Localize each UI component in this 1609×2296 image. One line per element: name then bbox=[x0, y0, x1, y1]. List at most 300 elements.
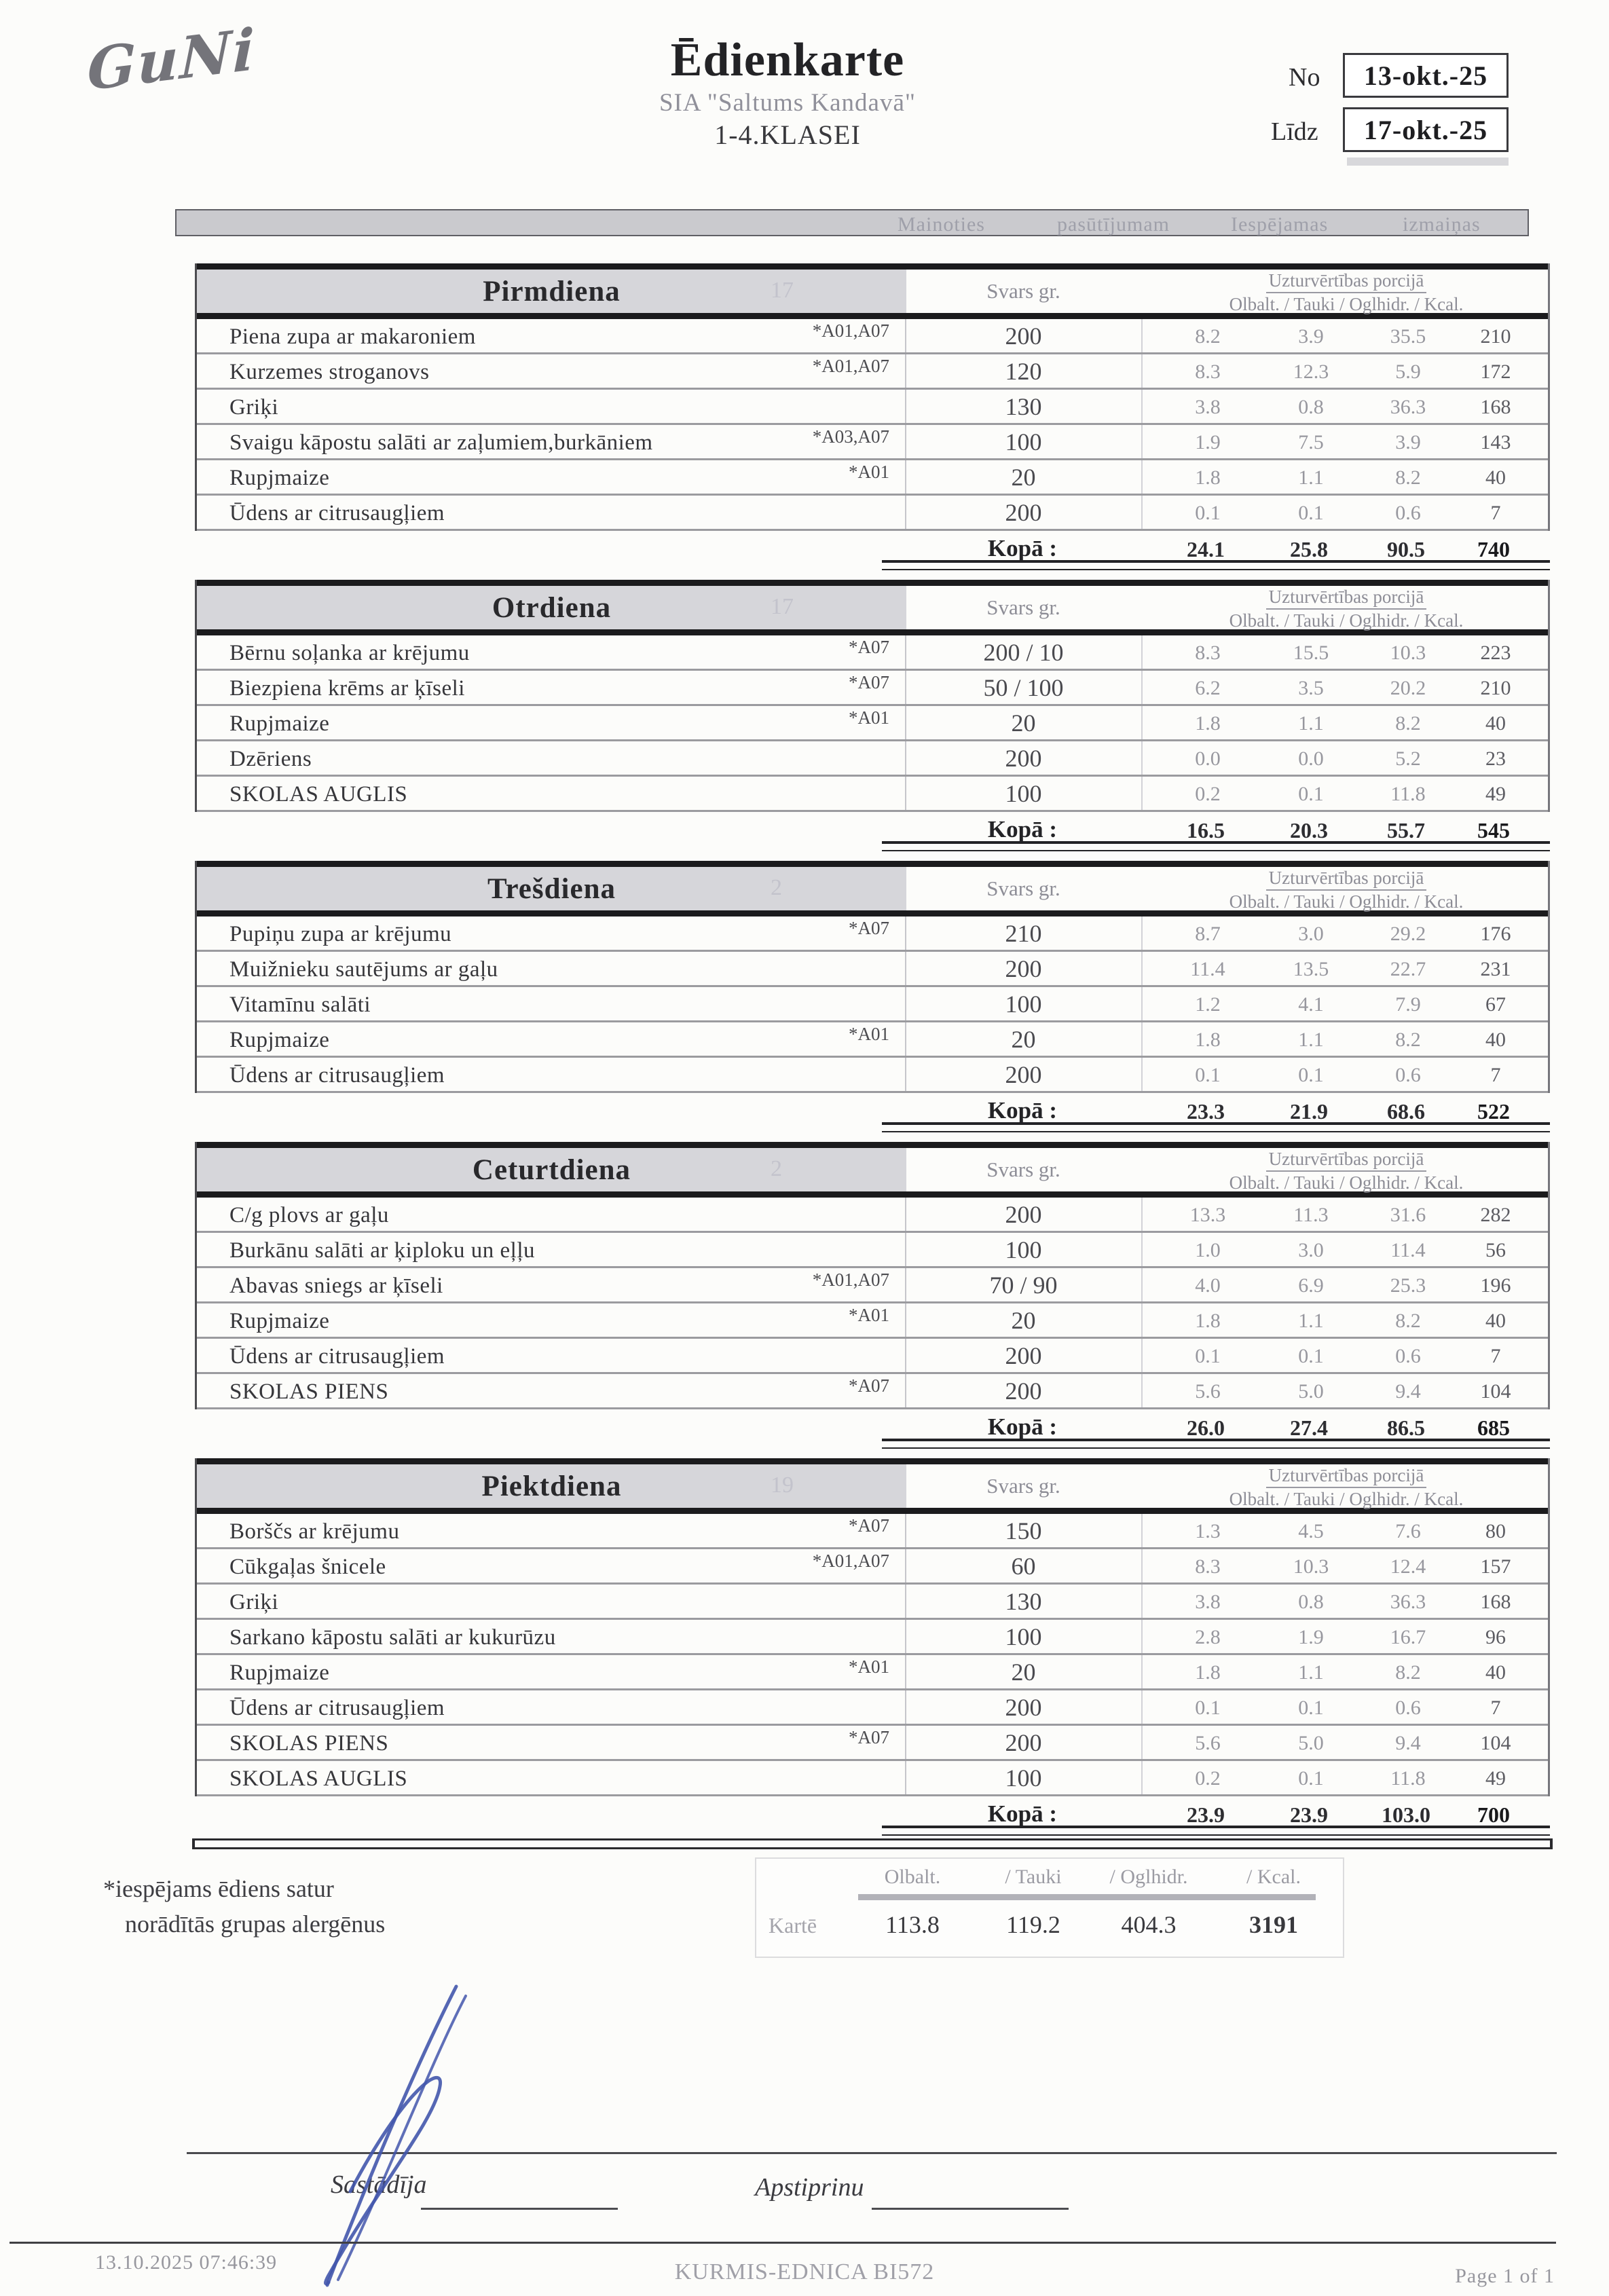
menu-row bbox=[197, 1761, 1548, 1796]
portion-weight: 50 / 100 bbox=[983, 674, 1064, 701]
weight-column-header: Svars gr. bbox=[986, 1158, 1060, 1181]
day-faint-mark: 2 bbox=[771, 875, 782, 900]
day-header-band bbox=[197, 586, 906, 629]
dish-name: Rupjmaize bbox=[229, 1028, 330, 1052]
protein-value: 3.8 bbox=[1195, 1591, 1221, 1613]
dish-name: Griķi bbox=[229, 1590, 279, 1614]
nutrition-column-header bbox=[1141, 270, 1552, 313]
protein-value: 1.3 bbox=[1195, 1520, 1221, 1542]
protein-value: 0.2 bbox=[1195, 783, 1221, 805]
dish-name: Rupjmaize bbox=[229, 1309, 330, 1333]
date-to-value: 17-okt.-25 bbox=[1343, 107, 1509, 152]
weight-column-header: Svars gr. bbox=[986, 876, 1060, 900]
dish-name: SKOLAS AUGLIS bbox=[229, 1766, 408, 1791]
fat-value: 1.1 bbox=[1298, 1310, 1324, 1332]
carb-value: 8.2 bbox=[1395, 1029, 1421, 1051]
weekly-summary-box bbox=[755, 1857, 1344, 1958]
nutrition-column-header bbox=[1141, 1148, 1552, 1191]
dish-name: Biezpiena krēms ar ķīseli bbox=[229, 676, 465, 701]
total-protein: 16.5 bbox=[1187, 818, 1225, 843]
allergen-code: *A07 bbox=[849, 637, 889, 657]
carb-value: 25.3 bbox=[1390, 1274, 1426, 1297]
day-table-frame bbox=[195, 1458, 1550, 1796]
fat-value: 3.9 bbox=[1298, 325, 1324, 348]
dish-name: Rupjmaize bbox=[229, 1661, 330, 1685]
date-box-shadow bbox=[1347, 158, 1509, 166]
protein-value: 1.0 bbox=[1195, 1239, 1221, 1261]
total-carb: 103.0 bbox=[1382, 1802, 1430, 1827]
total-label: Kopā : bbox=[987, 1800, 1057, 1827]
fat-value: 0.1 bbox=[1298, 1064, 1324, 1086]
allergen-code: *A07 bbox=[849, 1515, 889, 1536]
protein-value: 4.0 bbox=[1195, 1274, 1221, 1297]
kcal-value: 56 bbox=[1485, 1239, 1506, 1261]
carb-value: 8.2 bbox=[1395, 712, 1421, 735]
allergen-code: *A01 bbox=[849, 1024, 889, 1044]
day-header-row bbox=[197, 1458, 1548, 1514]
day-name: Pirmdiena bbox=[483, 275, 621, 308]
fat-value: 0.1 bbox=[1298, 502, 1324, 524]
menu-row bbox=[197, 916, 1548, 952]
summary-header-fat: / Tauki bbox=[1005, 1866, 1062, 1888]
summary-carb-total: 404.3 bbox=[1121, 1911, 1177, 1938]
composed-by-label: Sastādīja bbox=[331, 2170, 427, 2199]
fat-value: 12.3 bbox=[1293, 360, 1329, 383]
day-table-frame bbox=[195, 861, 1550, 1093]
total-fat: 27.4 bbox=[1290, 1415, 1328, 1440]
portion-weight: 200 bbox=[1005, 1729, 1042, 1756]
portion-weight: 20 bbox=[1011, 709, 1036, 737]
kcal-value: 223 bbox=[1480, 642, 1511, 664]
fat-value: 3.0 bbox=[1298, 923, 1324, 945]
summary-divider bbox=[858, 1894, 1316, 1900]
dish-name: Ūdens ar citrusaugļiem bbox=[229, 501, 445, 525]
day-header-row bbox=[197, 861, 1548, 916]
protein-value: 0.1 bbox=[1195, 1345, 1221, 1367]
nutrition-column-header bbox=[1141, 1464, 1552, 1508]
menu-row bbox=[197, 1726, 1548, 1761]
fat-value: 7.5 bbox=[1298, 431, 1324, 453]
total-kcal: 700 bbox=[1477, 1802, 1510, 1827]
carb-value: 9.4 bbox=[1395, 1380, 1421, 1403]
dish-name: Sarkano kāpostu salāti ar kukurūzu bbox=[229, 1625, 556, 1650]
total-carb: 68.6 bbox=[1387, 1099, 1425, 1124]
menu-row bbox=[197, 1655, 1548, 1690]
protein-value: 0.1 bbox=[1195, 1064, 1221, 1086]
protein-value: 1.8 bbox=[1195, 1310, 1221, 1332]
portion-weight: 130 bbox=[1005, 1588, 1042, 1615]
day-header-row bbox=[197, 263, 1548, 319]
carb-value: 7.6 bbox=[1395, 1520, 1421, 1542]
date-to-label: Līdz bbox=[1271, 117, 1318, 146]
day-section bbox=[195, 580, 1550, 851]
summary-fat-total: 119.2 bbox=[1006, 1911, 1060, 1938]
menu-row bbox=[197, 1303, 1548, 1339]
menu-row bbox=[197, 1374, 1548, 1409]
protein-value: 5.6 bbox=[1195, 1380, 1221, 1403]
kcal-value: 210 bbox=[1480, 677, 1511, 699]
day-total-row bbox=[195, 1093, 1550, 1132]
summary-protein-total: 113.8 bbox=[885, 1911, 940, 1938]
system-id: KURMIS-EDNICA BI572 bbox=[674, 2259, 935, 2284]
dish-name: Ūdens ar citrusaugļiem bbox=[229, 1696, 445, 1720]
day-total-row bbox=[195, 812, 1550, 851]
menu-row bbox=[197, 1514, 1548, 1549]
allergen-code: *A01 bbox=[849, 1305, 889, 1325]
summary-row-label: Kartē bbox=[769, 1913, 817, 1938]
fat-value: 3.5 bbox=[1298, 677, 1324, 699]
total-kcal: 522 bbox=[1477, 1099, 1510, 1124]
portion-weight: 200 bbox=[1005, 322, 1042, 350]
protein-value: 5.6 bbox=[1195, 1732, 1221, 1754]
carb-value: 0.6 bbox=[1395, 502, 1421, 524]
nutrition-column-header bbox=[1141, 586, 1552, 629]
menu-row bbox=[197, 1268, 1548, 1303]
protein-value: 1.8 bbox=[1195, 712, 1221, 735]
fat-value: 0.0 bbox=[1298, 747, 1324, 770]
protein-value: 0.2 bbox=[1195, 1767, 1221, 1790]
portion-weight: 70 / 90 bbox=[989, 1272, 1058, 1299]
protein-value: 2.8 bbox=[1195, 1626, 1221, 1648]
fat-value: 4.1 bbox=[1298, 993, 1324, 1016]
date-from-label: No bbox=[1289, 63, 1320, 92]
day-name: Otrdiena bbox=[492, 591, 612, 624]
allergen-code: *A07 bbox=[849, 918, 889, 938]
dish-name: Burkānu salāti ar ķiploku un eļļu bbox=[229, 1238, 535, 1263]
total-protein: 23.9 bbox=[1187, 1802, 1225, 1827]
nutrition-header-title: Uzturvērtības porcijā bbox=[1266, 868, 1427, 891]
allergen-note-line2: norādītās grupas alergēnus bbox=[125, 1910, 386, 1938]
carb-value: 5.2 bbox=[1395, 747, 1421, 770]
fat-value: 1.1 bbox=[1298, 1029, 1324, 1051]
day-section bbox=[195, 263, 1550, 570]
fat-value: 5.0 bbox=[1298, 1380, 1324, 1403]
portion-weight: 200 bbox=[1005, 1694, 1042, 1721]
total-underline bbox=[882, 841, 1550, 851]
fat-value: 0.1 bbox=[1298, 1345, 1324, 1367]
portion-weight: 200 bbox=[1005, 1377, 1042, 1405]
protein-value: 0.0 bbox=[1195, 747, 1221, 770]
menu-row bbox=[197, 741, 1548, 777]
day-header-band bbox=[197, 1464, 906, 1508]
total-carb: 55.7 bbox=[1387, 818, 1425, 843]
portion-weight: 20 bbox=[1011, 464, 1036, 491]
weekly-menu bbox=[195, 263, 1550, 1845]
protein-value: 8.2 bbox=[1195, 325, 1221, 348]
protein-value: 1.8 bbox=[1195, 1661, 1221, 1684]
total-fat: 21.9 bbox=[1290, 1099, 1328, 1124]
total-label: Kopā : bbox=[987, 816, 1057, 843]
dish-name: C/g plovs ar gaļu bbox=[229, 1203, 389, 1227]
dish-name: Piena zupa ar makaroniem bbox=[229, 325, 476, 349]
protein-value: 8.3 bbox=[1195, 642, 1221, 664]
carb-value: 16.7 bbox=[1390, 1626, 1426, 1648]
menu-row bbox=[197, 1585, 1548, 1620]
day-faint-mark: 2 bbox=[771, 1156, 782, 1181]
allergen-code: *A01,A07 bbox=[812, 320, 889, 341]
notice-strip bbox=[175, 209, 1529, 236]
footer-rule bbox=[10, 2242, 1556, 2244]
kcal-value: 168 bbox=[1480, 1591, 1511, 1613]
notice-word: Mainoties bbox=[898, 213, 985, 236]
menu-row bbox=[197, 319, 1548, 354]
portion-weight: 100 bbox=[1005, 1764, 1042, 1792]
nutrition-header-columns: Olbalt. / Tauki / Oglhidr. / Kcal. bbox=[1229, 293, 1464, 314]
day-header-band bbox=[197, 867, 906, 910]
day-rows bbox=[197, 1198, 1548, 1409]
day-total-row bbox=[195, 531, 1550, 570]
dish-name: Svaigu kāpostu salāti ar zaļumiem,burkāniem bbox=[229, 430, 653, 455]
dish-name: Vitamīnu salāti bbox=[229, 993, 371, 1017]
allergen-code: *A03,A07 bbox=[812, 426, 889, 447]
dish-name: Abavas sniegs ar ķīseli bbox=[229, 1274, 443, 1298]
protein-value: 8.7 bbox=[1195, 923, 1221, 945]
menu-row bbox=[197, 354, 1548, 390]
portion-weight: 100 bbox=[1005, 1236, 1042, 1263]
nutrition-header-columns: Olbalt. / Tauki / Oglhidr. / Kcal. bbox=[1229, 1172, 1464, 1193]
fat-value: 1.1 bbox=[1298, 712, 1324, 735]
kcal-value: 143 bbox=[1480, 431, 1511, 453]
dish-name: Cūkgaļas šnicele bbox=[229, 1555, 386, 1579]
day-name: Trešdiena bbox=[487, 872, 616, 905]
protein-value: 0.1 bbox=[1195, 502, 1221, 524]
kcal-value: 67 bbox=[1485, 993, 1506, 1016]
dish-name: Rupjmaize bbox=[229, 466, 330, 490]
nutrition-header-title: Uzturvērtības porcijā bbox=[1266, 1149, 1427, 1172]
total-carb: 90.5 bbox=[1387, 537, 1425, 561]
carb-value: 36.3 bbox=[1390, 396, 1426, 418]
menu-row bbox=[197, 952, 1548, 987]
dish-name: Ūdens ar citrusaugļiem bbox=[229, 1344, 445, 1369]
fat-value: 1.1 bbox=[1298, 466, 1324, 489]
portion-weight: 200 / 10 bbox=[983, 639, 1064, 666]
portion-weight: 200 bbox=[1005, 745, 1042, 772]
total-underline bbox=[882, 1439, 1550, 1449]
total-protein: 26.0 bbox=[1187, 1415, 1225, 1440]
kcal-value: 157 bbox=[1480, 1555, 1511, 1578]
dish-name: Griķi bbox=[229, 395, 279, 420]
portion-weight: 200 bbox=[1005, 499, 1042, 526]
day-total-row bbox=[195, 1409, 1550, 1449]
day-section bbox=[195, 1142, 1550, 1449]
allergen-code: *A07 bbox=[849, 1727, 889, 1747]
kcal-value: 168 bbox=[1480, 396, 1511, 418]
carb-value: 11.8 bbox=[1390, 1767, 1426, 1790]
allergen-note bbox=[103, 1871, 385, 1942]
kcal-value: 49 bbox=[1485, 1767, 1506, 1790]
day-header-row bbox=[197, 1142, 1548, 1198]
total-kcal: 685 bbox=[1477, 1415, 1510, 1440]
carb-value: 7.9 bbox=[1395, 993, 1421, 1016]
total-fat: 23.9 bbox=[1290, 1802, 1328, 1827]
kcal-value: 40 bbox=[1485, 712, 1506, 735]
day-rows bbox=[197, 319, 1548, 531]
fat-value: 10.3 bbox=[1293, 1555, 1329, 1578]
menu-row bbox=[197, 390, 1548, 425]
portion-weight: 20 bbox=[1011, 1026, 1036, 1053]
kcal-value: 196 bbox=[1480, 1274, 1511, 1297]
kcal-value: 210 bbox=[1480, 325, 1511, 348]
menu-row bbox=[197, 1549, 1548, 1585]
dish-name: SKOLAS PIENS bbox=[229, 1380, 389, 1404]
kcal-value: 40 bbox=[1485, 466, 1506, 489]
fat-value: 15.5 bbox=[1293, 642, 1329, 664]
menu-row bbox=[197, 1690, 1548, 1726]
protein-value: 1.9 bbox=[1195, 431, 1221, 453]
carb-value: 0.6 bbox=[1395, 1697, 1421, 1719]
allergen-code: *A01 bbox=[849, 462, 889, 482]
kcal-value: 104 bbox=[1480, 1732, 1511, 1754]
kcal-value: 23 bbox=[1485, 747, 1506, 770]
dish-name: SKOLAS AUGLIS bbox=[229, 782, 408, 807]
carb-value: 9.4 bbox=[1395, 1732, 1421, 1754]
total-label: Kopā : bbox=[987, 535, 1057, 561]
dish-name: Borščs ar krējumu bbox=[229, 1519, 400, 1544]
fat-value: 1.9 bbox=[1298, 1626, 1324, 1648]
day-header-band bbox=[197, 1148, 906, 1191]
dish-name: Dzēriens bbox=[229, 747, 312, 771]
dish-name: Muižnieku sautējums ar gaļu bbox=[229, 957, 498, 982]
total-protein: 24.1 bbox=[1187, 537, 1225, 561]
table-closing-rule bbox=[192, 1838, 1553, 1849]
allergen-code: *A01,A07 bbox=[812, 1270, 889, 1290]
weight-column-header: Svars gr. bbox=[986, 595, 1060, 619]
fat-value: 1.1 bbox=[1298, 1661, 1324, 1684]
dish-name: Rupjmaize bbox=[229, 711, 330, 736]
fat-value: 0.8 bbox=[1298, 1591, 1324, 1613]
summary-kcal-total: 3191 bbox=[1249, 1911, 1298, 1938]
fat-value: 0.1 bbox=[1298, 1767, 1324, 1790]
allergen-code: *A07 bbox=[849, 1375, 889, 1396]
fat-value: 13.5 bbox=[1293, 958, 1329, 980]
carb-value: 20.2 bbox=[1390, 677, 1426, 699]
nutrition-header-title: Uzturvērtības porcijā bbox=[1266, 1466, 1427, 1488]
total-underline bbox=[882, 1826, 1550, 1836]
portion-weight: 210 bbox=[1005, 920, 1042, 947]
total-underline bbox=[882, 1122, 1550, 1132]
day-table-frame bbox=[195, 580, 1550, 812]
menu-row bbox=[197, 635, 1548, 671]
fat-value: 3.0 bbox=[1298, 1239, 1324, 1261]
weight-column-header: Svars gr. bbox=[986, 1474, 1060, 1498]
portion-weight: 20 bbox=[1011, 1659, 1036, 1686]
kcal-value: 7 bbox=[1490, 502, 1501, 524]
dish-name: Bērnu soļanka ar krējumu bbox=[229, 641, 470, 665]
nutrition-header-columns: Olbalt. / Tauki / Oglhidr. / Kcal. bbox=[1229, 610, 1464, 631]
menu-row bbox=[197, 671, 1548, 706]
protein-value: 3.8 bbox=[1195, 396, 1221, 418]
total-carb: 86.5 bbox=[1387, 1415, 1425, 1440]
carb-value: 8.2 bbox=[1395, 1661, 1421, 1684]
date-from-value: 13-okt.-25 bbox=[1343, 53, 1509, 98]
allergen-code: *A07 bbox=[849, 672, 889, 692]
menu-row bbox=[197, 496, 1548, 531]
portion-weight: 100 bbox=[1005, 990, 1042, 1018]
protein-value: 11.4 bbox=[1190, 958, 1225, 980]
allergen-code: *A01 bbox=[849, 1656, 889, 1677]
weight-column-header: Svars gr. bbox=[986, 279, 1060, 303]
protein-value: 8.3 bbox=[1195, 1555, 1221, 1578]
protein-value: 13.3 bbox=[1189, 1204, 1226, 1226]
handwritten-signature bbox=[285, 1981, 489, 2293]
day-table-frame bbox=[195, 263, 1550, 531]
day-name: Piektdiena bbox=[481, 1470, 622, 1502]
total-underline bbox=[882, 560, 1550, 570]
day-faint-mark: 19 bbox=[771, 1473, 794, 1498]
day-header-row bbox=[197, 580, 1548, 635]
kcal-value: 7 bbox=[1490, 1697, 1501, 1719]
carb-value: 31.6 bbox=[1390, 1204, 1426, 1226]
portion-weight: 200 bbox=[1005, 955, 1042, 982]
kcal-value: 172 bbox=[1480, 360, 1511, 383]
nutrition-header-columns: Olbalt. / Tauki / Oglhidr. / Kcal. bbox=[1229, 1488, 1464, 1509]
menu-row bbox=[197, 987, 1548, 1022]
notice-word: Iespējamas bbox=[1231, 213, 1329, 236]
carb-value: 11.4 bbox=[1390, 1239, 1426, 1261]
portion-weight: 20 bbox=[1011, 1307, 1036, 1334]
carb-value: 3.9 bbox=[1395, 431, 1421, 453]
portion-weight: 200 bbox=[1005, 1061, 1042, 1088]
protein-value: 8.3 bbox=[1195, 360, 1221, 383]
portion-weight: 150 bbox=[1005, 1517, 1042, 1544]
portion-weight: 200 bbox=[1005, 1201, 1042, 1228]
fat-value: 6.9 bbox=[1298, 1274, 1324, 1297]
kcal-value: 282 bbox=[1480, 1204, 1511, 1226]
carb-value: 0.6 bbox=[1395, 1064, 1421, 1086]
kcal-value: 7 bbox=[1490, 1064, 1501, 1086]
dish-name: SKOLAS PIENS bbox=[229, 1731, 389, 1756]
portion-weight: 100 bbox=[1005, 780, 1042, 807]
summary-header-carb: / Oglhidr. bbox=[1109, 1866, 1188, 1888]
carb-value: 8.2 bbox=[1395, 466, 1421, 489]
notice-word: pasūtījumam bbox=[1057, 213, 1170, 236]
protein-value: 0.1 bbox=[1195, 1697, 1221, 1719]
fat-value: 0.1 bbox=[1298, 783, 1324, 805]
fat-value: 0.1 bbox=[1298, 1697, 1324, 1719]
page-number: Page 1 of 1 bbox=[1455, 2265, 1555, 2287]
carb-value: 11.8 bbox=[1390, 783, 1426, 805]
kcal-value: 40 bbox=[1485, 1310, 1506, 1332]
menu-row bbox=[197, 1620, 1548, 1655]
nutrition-header-columns: Olbalt. / Tauki / Oglhidr. / Kcal. bbox=[1229, 891, 1464, 912]
dish-name: Pupiņu zupa ar krējumu bbox=[229, 922, 452, 946]
menu-row bbox=[197, 706, 1548, 741]
dish-name: Kurzemes stroganovs bbox=[229, 360, 430, 384]
menu-row bbox=[197, 777, 1548, 812]
protein-value: 1.8 bbox=[1195, 1029, 1221, 1051]
portion-weight: 200 bbox=[1005, 1342, 1042, 1369]
day-name: Ceturtdiena bbox=[472, 1153, 631, 1186]
title-block bbox=[577, 35, 998, 151]
menu-row bbox=[197, 425, 1548, 460]
kcal-value: 231 bbox=[1480, 958, 1511, 980]
menu-row bbox=[197, 1233, 1548, 1268]
total-fat: 25.8 bbox=[1290, 537, 1328, 561]
menu-row bbox=[197, 1022, 1548, 1058]
day-table-frame bbox=[195, 1142, 1550, 1409]
kcal-value: 40 bbox=[1485, 1661, 1506, 1684]
day-total-row bbox=[195, 1796, 1550, 1836]
total-protein: 23.3 bbox=[1187, 1099, 1225, 1124]
carb-value: 5.9 bbox=[1395, 360, 1421, 383]
carb-value: 0.6 bbox=[1395, 1345, 1421, 1367]
carb-value: 12.4 bbox=[1390, 1555, 1426, 1578]
menu-row bbox=[197, 1198, 1548, 1233]
company-name: SIA "Saltums Kandavā" bbox=[659, 88, 916, 117]
kcal-value: 176 bbox=[1480, 923, 1511, 945]
kcal-value: 7 bbox=[1490, 1345, 1501, 1367]
total-label: Kopā : bbox=[987, 1413, 1057, 1440]
